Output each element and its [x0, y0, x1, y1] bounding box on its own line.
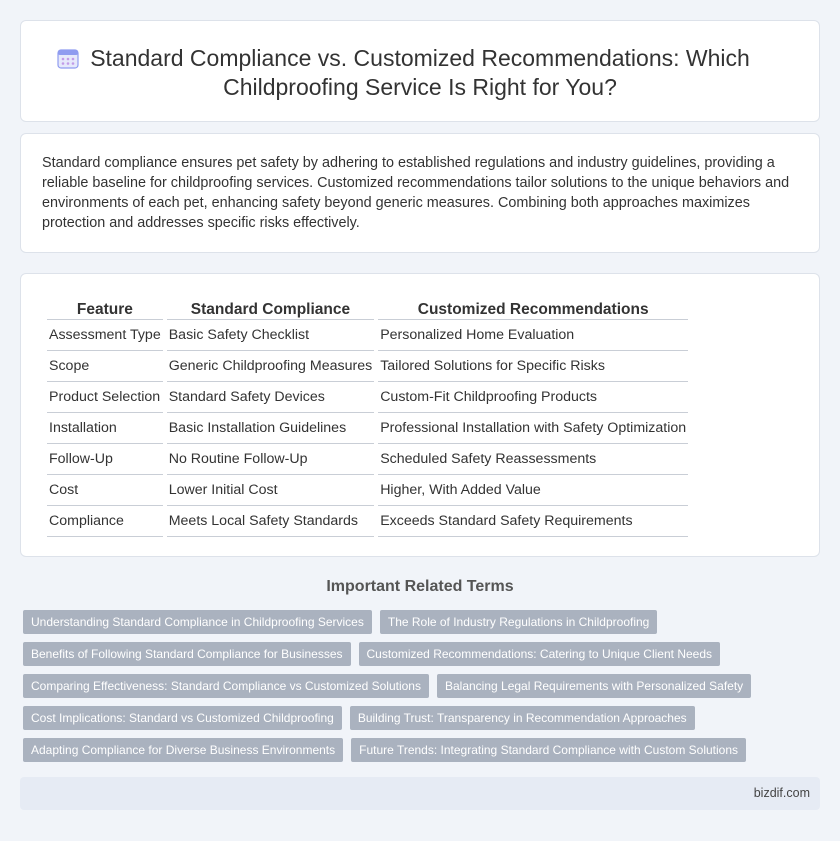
comparison-table	[43, 296, 692, 537]
table-cell: Generic Childproofing Measures	[167, 351, 374, 382]
tag-row	[23, 674, 813, 698]
header-standard-compliance: Standard Compliance	[167, 296, 374, 320]
table-cell: Exceeds Standard Safety Requirements	[378, 506, 688, 537]
related-terms-list	[23, 610, 813, 770]
table-cell: Product Selection	[47, 382, 163, 413]
table-row	[47, 444, 688, 475]
related-term-link[interactable]: Building Trust: Transparency in Recommendation Approaches	[350, 706, 695, 730]
table-cell: Personalized Home Evaluation	[378, 320, 688, 351]
related-term-link[interactable]: The Role of Industry Regulations in Childproofing	[380, 610, 657, 634]
table-cell: Meets Local Safety Standards	[167, 506, 374, 537]
related-term-link[interactable]: Benefits of Following Standard Compliance for Businesses	[23, 642, 351, 666]
related-terms-heading: Important Related Terms	[326, 578, 514, 595]
tag-row	[23, 642, 813, 666]
table-cell: Basic Safety Checklist	[167, 320, 374, 351]
header-customized-recommendations: Customized Recommendations	[378, 296, 688, 320]
table-header-row	[47, 296, 688, 320]
table-cell: No Routine Follow-Up	[167, 444, 374, 475]
table-cell: Standard Safety Devices	[167, 382, 374, 413]
comparison-card	[20, 273, 820, 557]
related-term-link[interactable]: Cost Implications: Standard vs Customized Childproofing	[23, 706, 342, 730]
table-cell: Custom-Fit Childproofing Products	[378, 382, 688, 413]
table-cell: Scheduled Safety Reassessments	[378, 444, 688, 475]
related-term-link[interactable]: Future Trends: Integrating Standard Compliance with Custom Solutions	[351, 738, 746, 762]
table-row	[47, 320, 688, 351]
table-cell: Compliance	[47, 506, 163, 537]
page-title: Standard Compliance vs. Customized Recommendations: Which Childproofing Service Is Right for You?	[90, 45, 750, 100]
table-row	[47, 475, 688, 506]
related-term-link[interactable]: Understanding Standard Compliance in Childproofing Services	[23, 610, 372, 634]
table-cell: Lower Initial Cost	[167, 475, 374, 506]
header-feature: Feature	[47, 296, 163, 320]
tag-row	[23, 738, 813, 762]
table-row	[47, 506, 688, 537]
related-term-link[interactable]: Balancing Legal Requirements with Personalized Safety	[437, 674, 751, 698]
table-row	[47, 382, 688, 413]
intro-card	[20, 133, 820, 253]
table-cell: Assessment Type	[47, 320, 163, 351]
table-cell: Basic Installation Guidelines	[167, 413, 374, 444]
table-cell: Higher, With Added Value	[378, 475, 688, 506]
table-cell: Cost	[47, 475, 163, 506]
tag-row	[23, 610, 813, 634]
table-cell: Tailored Solutions for Specific Risks	[378, 351, 688, 382]
title-card	[20, 20, 820, 122]
footer	[20, 777, 820, 810]
intro-paragraph: Standard compliance ensures pet safety by adhering to established regulations and industry guidelines, providing a reliable baseline for childproofing services. Customized recommendations tailor solutions to the unique behaviors and environments of each pet, enhancing safety beyond generic measures. Combining both approaches maximizes protection and addresses specific risks effectively.	[42, 155, 790, 231]
table-cell: Installation	[47, 413, 163, 444]
related-term-link[interactable]: Adapting Compliance for Diverse Business Environments	[23, 738, 343, 762]
table-row	[47, 351, 688, 382]
table-cell: Scope	[47, 351, 163, 382]
table-row	[47, 413, 688, 444]
table-cell: Follow-Up	[47, 444, 163, 475]
tag-row	[23, 706, 813, 730]
site-link[interactable]: bizdif.com	[753, 786, 810, 800]
related-term-link[interactable]: Comparing Effectiveness: Standard Compliance vs Customized Solutions	[23, 674, 429, 698]
table-cell: Professional Installation with Safety Optimization	[378, 413, 688, 444]
related-term-link[interactable]: Customized Recommendations: Catering to Unique Client Needs	[359, 642, 721, 666]
